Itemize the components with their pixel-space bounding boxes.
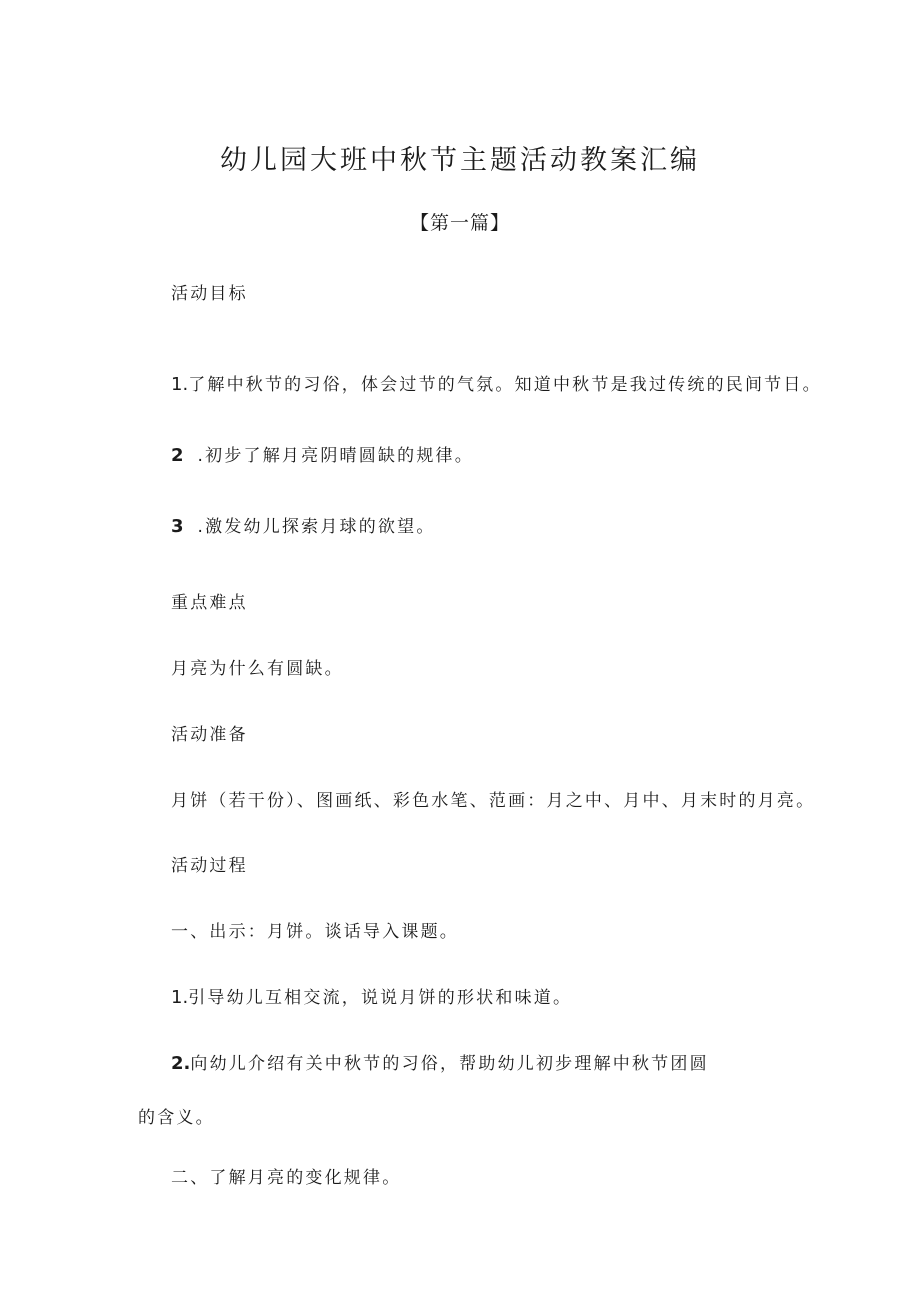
goal-2-number: 2 [171,445,184,466]
goal-3 [171,512,436,537]
section-label: 【第一篇】 [409,212,510,234]
step-1-1-number: 1. [171,987,189,1008]
step-1-2 [171,1049,709,1074]
goals-heading: 活动目标 [171,284,248,304]
goal-1-number: 1. [171,374,189,395]
step-1-1 [171,983,572,1008]
step-1: 一、出示：月饼。谈话导入课题。 [171,922,459,942]
document-title: 幼儿园大班中秋节主题活动教案汇编 [220,145,700,176]
step-2: 二、了解月亮的变化规律。 [171,1168,402,1188]
goal-1 [171,370,822,395]
goal-1-text: 了解中秋节的习俗，体会过节的气氛。知道中秋节是我过传统的民间节日。 [188,375,822,395]
goal-2-text: .初步了解月亮阴晴圆缺的规律。 [197,446,474,466]
step-1-2-number: 2. [171,1053,191,1074]
goal-3-number: 3 [171,516,184,537]
preparation-text: 月饼（若干份）、图画纸、彩色水笔、范画：月之中、月中、月末时的月亮。 [171,791,816,811]
step-1-2-text: 向幼儿介绍有关中秋节的习俗，帮助幼儿初步理解中秋节团圆 [190,1054,709,1074]
preparation-heading: 活动准备 [171,725,248,745]
step-1-1-text: 引导幼儿互相交流，说说月饼的形状和味道。 [188,988,573,1008]
key-points-heading: 重点难点 [171,593,248,613]
key-points-text: 月亮为什么有圆缺。 [171,659,344,679]
step-1-2-continuation: 的含义。 [138,1108,215,1128]
goal-3-text: .激发幼儿探索月球的欲望。 [197,517,436,537]
process-heading: 活动过程 [171,856,248,876]
goal-2 [171,441,474,466]
